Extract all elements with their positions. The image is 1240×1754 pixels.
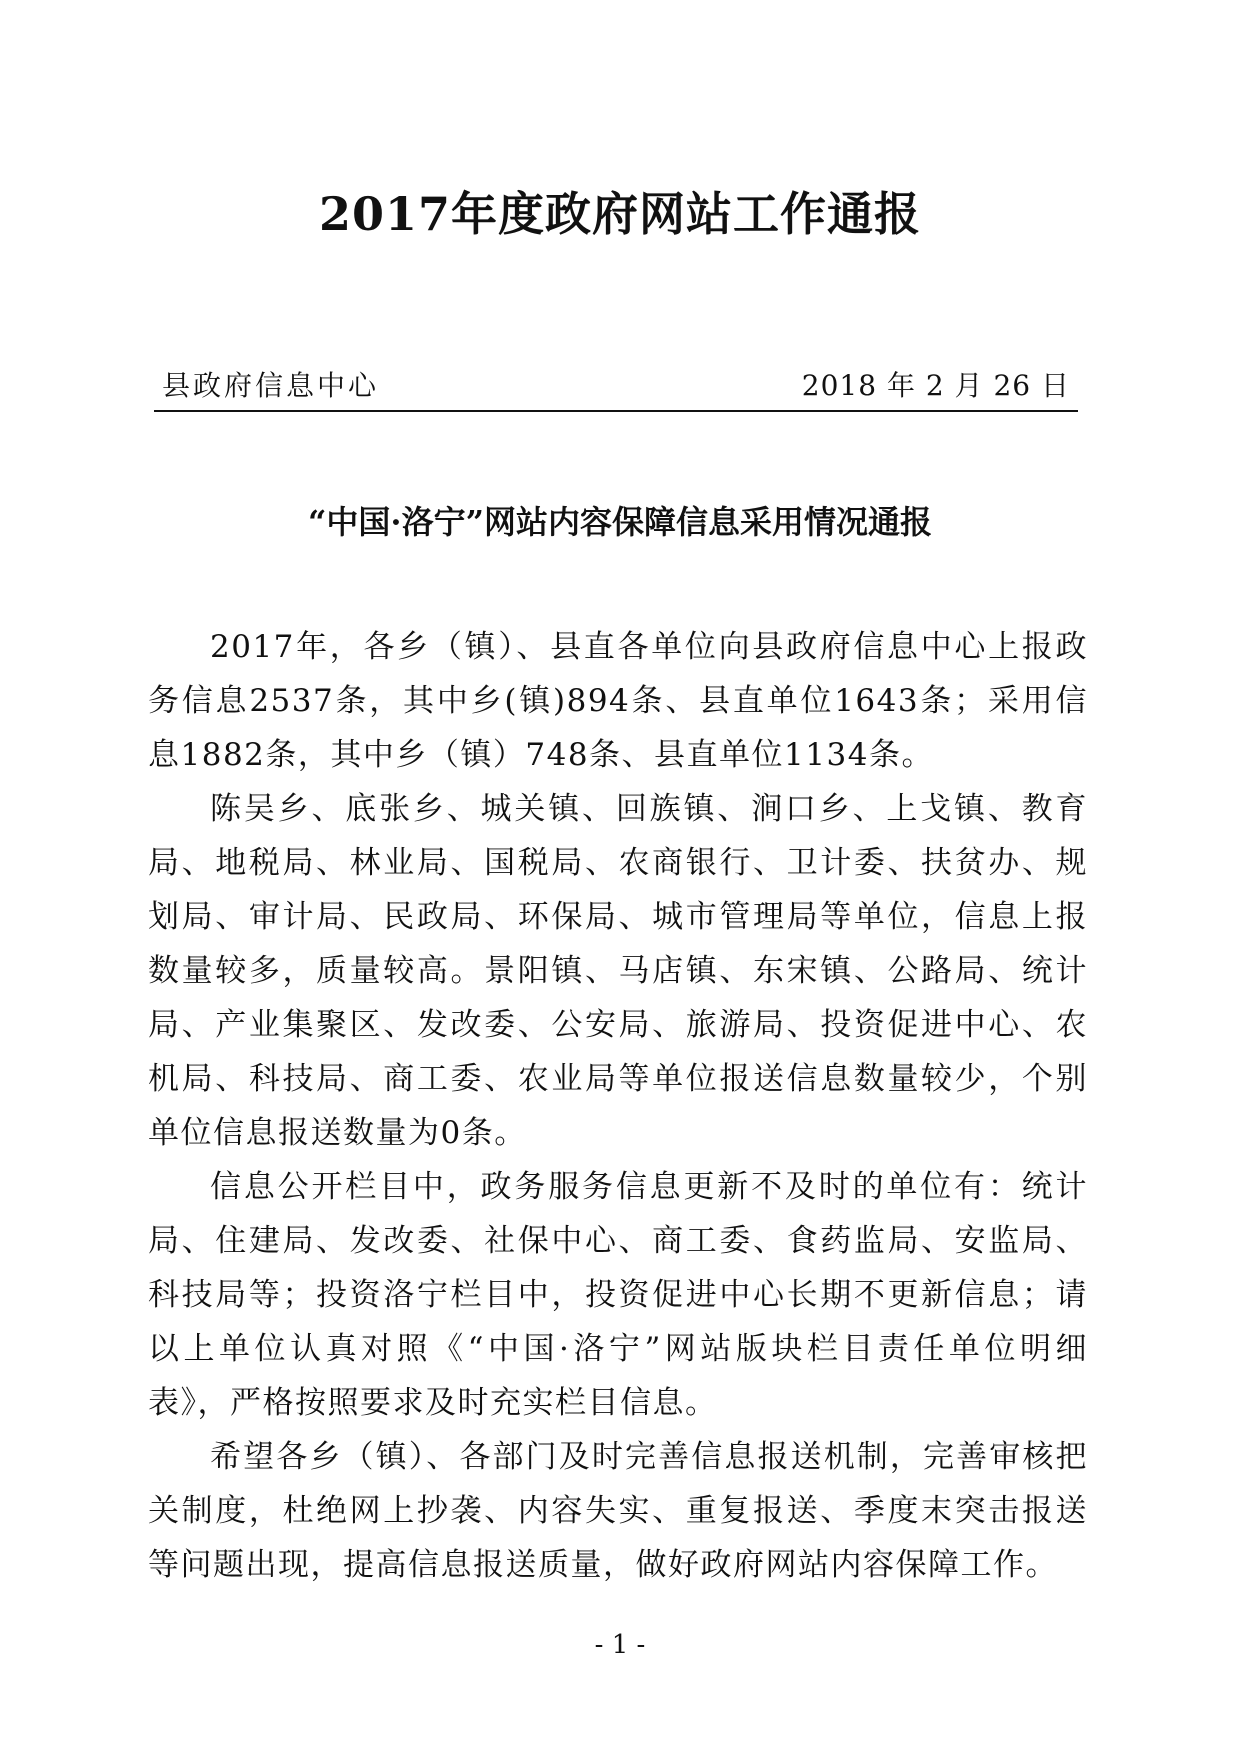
issuer-name: 县政府信息中心 [162, 369, 380, 402]
document-title: 2017年度政府网站工作通报 [318, 187, 922, 241]
paragraph: 陈吴乡、底张乡、城关镇、回族镇、涧口乡、上戈镇、教育局、地税局、林业局、国税局、农商银行、卫计委、扶贫办、规划局、审计局、民政局、环保局、城市管理局等单位，信息上报数量较多，质量较高。景阳镇、马店镇、东宋镇、公路局、统计局、产业集聚区、发改委、公安局、旅游局、投资促进中心、农机局、科技局、商工委、农业局等单位报送信息数量较少，个别单位信息报送数量为0条。 [148, 791, 1088, 1151]
document-header [154, 370, 1078, 412]
paragraph: 2017年，各乡（镇）、县直各单位向县政府信息中心上报政务信息2537条，其中乡(镇)894条、县直单位1643条；采用信息1882条，其中乡（镇）748条、县直单位1134条。 [148, 629, 1088, 773]
document-body [148, 620, 1088, 1592]
issue-date: 2018 年 2 月 26 日 [801, 369, 1070, 402]
page-number: - 1 - [594, 1630, 646, 1660]
paragraph: 信息公开栏目中，政务服务信息更新不及时的单位有：统计局、住建局、发改委、社保中心、商工委、食药监局、安监局、科技局等；投资洛宁栏目中，投资促进中心长期不更新信息；请以上单位认真对照《“中国·洛宁”网站版块栏目责任单位明细表》，严格按照要求及时充实栏目信息。 [148, 1169, 1088, 1421]
section-subtitle: “中国·洛宁”网站内容保障信息采用情况通报 [308, 503, 932, 541]
paragraph: 希望各乡（镇）、各部门及时完善信息报送机制，完善审核把关制度，杜绝网上抄袭、内容失实、重复报送、季度末突击报送等问题出现，提高信息报送质量，做好政府网站内容保障工作。 [148, 1439, 1088, 1583]
